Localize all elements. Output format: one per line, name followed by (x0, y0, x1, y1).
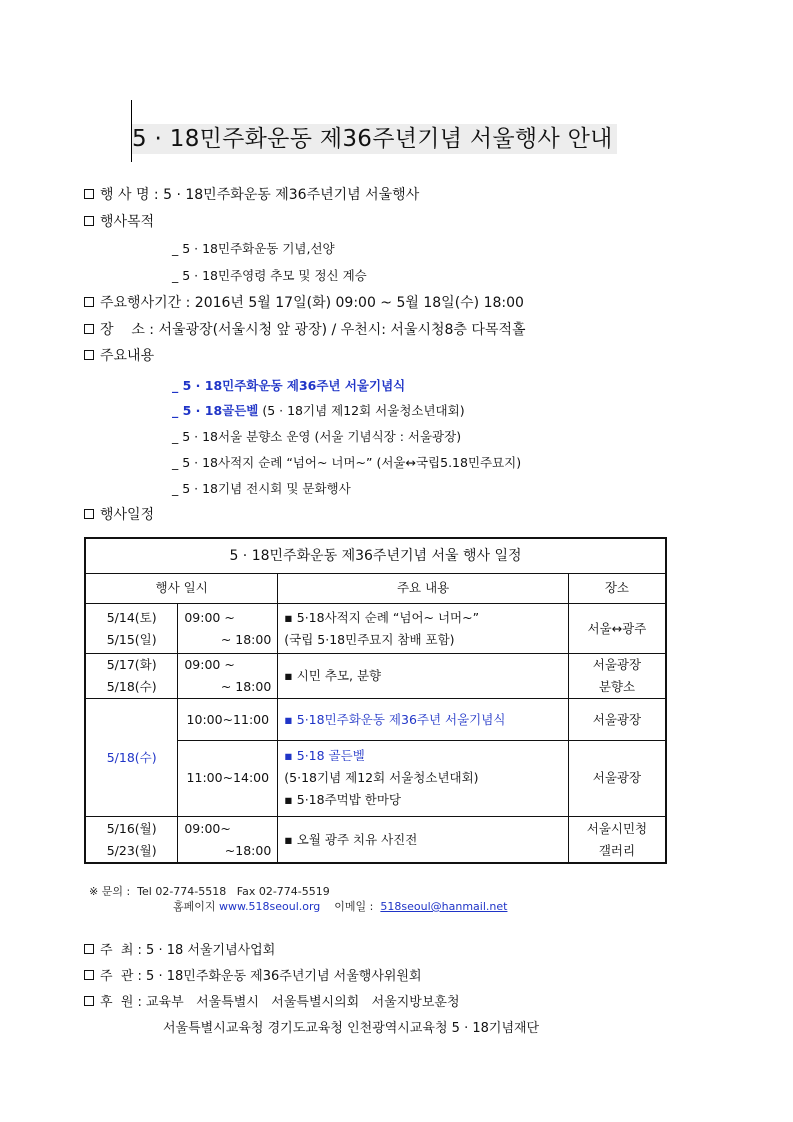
place-label: 장 소 (100, 322, 145, 338)
event-name-row: 행 사 명 : 5 · 18민주화운동 제36주년기념 서울행사 (84, 186, 419, 204)
content-item-note: (5 · 18기념 제12회 서울청소년대회) (262, 403, 465, 418)
content-cell: ▪ 시민 추모, 분향 (278, 654, 569, 699)
header-place: 장소 (568, 573, 666, 603)
email-label: 이메일 : (334, 900, 374, 913)
checkbox-square-icon (84, 216, 94, 226)
checkbox-square-icon (84, 350, 94, 360)
checkbox-square-icon (84, 297, 94, 307)
purpose-row (84, 213, 154, 231)
checkbox-square-icon (84, 189, 94, 199)
email-link[interactable]: 518seoul@hanmail.net (380, 900, 508, 913)
place-cell: 서울시민청 갤러리 (568, 817, 666, 863)
table-row (85, 817, 666, 863)
sponsor-line1: 교육부 서울특별시 서울특별시의회 서울지방보훈청 (146, 995, 460, 1010)
purpose-label: 행사목적 (100, 214, 155, 230)
period-value: 2016년 5월 17일(화) 09:00 ~ 5월 18일(수) 18:00 (194, 295, 524, 311)
content-cell: ▪ 5·18사적지 순례 “넘어~ 너머~” (국립 5·18민주묘지 참배 포함) (278, 603, 569, 653)
host-value: 5 · 18 서울기념사업회 (146, 943, 276, 958)
host-row (84, 942, 275, 960)
date-cell: 5/14(토) 5/15(일) (85, 603, 178, 653)
contact-fax: Fax 02-774-5519 (236, 885, 330, 898)
period-row: 주요행사기간 : 2016년 5월 17일(화) 09:00 ~ 5월 18일(수) 18:00 (84, 294, 524, 312)
place-cell: 서울광장 분향소 (568, 654, 666, 699)
homepage-label: 홈페이지 (173, 900, 216, 913)
page-title: 5 · 18민주화운동 제36주년기념 서울행사 안내 (132, 124, 617, 154)
content-item: _ 5 · 18사적지 순례 “넘어~ 너머~” (서울↔국립5.18민주묘지) (172, 455, 522, 470)
table-row (85, 603, 666, 653)
content-item-highlight: _ 5 · 18골든벨 (172, 403, 259, 418)
content-cell: ▪ 5·18민주화운동 제36주년 서울기념식 (278, 699, 569, 740)
content-item: _ 5 · 18민주화운동 제36주년 서울기념식 (172, 378, 406, 393)
time-cell: 10:00~11:00 (178, 699, 278, 740)
contact-mark: ※ 문의 : (89, 885, 131, 898)
table-row (85, 654, 666, 699)
host-label: 주 최 : (100, 943, 142, 958)
table-row (85, 699, 666, 740)
place-cell: 서울↔광주 (568, 603, 666, 653)
checkbox-square-icon (84, 509, 94, 519)
table-title: 5 · 18민주화운동 제36주년기념 서울 행사 일정 (85, 538, 666, 573)
content-item: _ 5 · 18기념 전시회 및 문화행사 (172, 481, 351, 496)
purpose-item: _ 5 · 18민주화운동 기념,선양 (172, 241, 335, 256)
event-name-label: 행 사 명 (100, 187, 150, 203)
content-label: 주요내용 (100, 348, 155, 364)
checkbox-square-icon (84, 970, 94, 980)
schedule-table (84, 537, 667, 864)
date-cell: 5/16(월) 5/23(월) (85, 817, 178, 863)
period-label: 주요행사기간 (100, 295, 182, 311)
time-cell: 09:00~ ~18:00 (178, 817, 278, 863)
content-row (84, 347, 154, 365)
checkbox-square-icon (84, 944, 94, 954)
place-cell: 서울광장 (568, 699, 666, 740)
header-content: 주요 내용 (278, 573, 569, 603)
time-cell: 09:00 ~ ~ 18:00 (178, 654, 278, 699)
content-cell: ▪ 5·18 골든벨 (5·18기념 제12회 서울청소년대회) ▪ 5·18주먹밥 한마당 (278, 740, 569, 816)
header-datetime: 행사 일시 (85, 573, 278, 603)
place-value: 서울광장(서울시청 앞 광장) / 우천시: 서울시청8층 다목적홀 (158, 322, 526, 338)
organizer-value: 5 · 18민주화운동 제36주년기념 서울행사위원회 (146, 969, 422, 984)
organizer-label: 주 관 : (100, 969, 142, 984)
purpose-item: _ 5 · 18민주영령 추모 및 정신 계승 (172, 268, 367, 283)
date-cell: 5/17(화) 5/18(수) (85, 654, 178, 699)
place-cell: 서울광장 (568, 740, 666, 816)
sponsor-row (84, 994, 460, 1012)
checkbox-square-icon (84, 324, 94, 334)
homepage-link[interactable]: www.518seoul.org (219, 900, 321, 913)
schedule-label: 행사일정 (100, 507, 155, 523)
content-cell: ▪ 오월 광주 치유 사진전 (278, 817, 569, 863)
schedule-row (84, 506, 154, 524)
sponsor-line2: 서울특별시교육청 경기도교육청 인천광역시교육청 5 · 18기념재단 (163, 1021, 540, 1036)
contact-tel: Tel 02-774-5518 (137, 885, 227, 898)
contact-block (89, 884, 507, 914)
organizer-row (84, 968, 422, 986)
date-cell: 5/18(수) (85, 699, 178, 817)
time-cell: 09:00 ~ ~ 18:00 (178, 603, 278, 653)
content-item (172, 403, 465, 419)
event-name-value: 5 · 18민주화운동 제36주년기념 서울행사 (163, 187, 420, 203)
time-cell: 11:00~14:00 (178, 740, 278, 816)
content-item: _ 5 · 18서울 분향소 운영 (서울 기념식장 : 서울광장) (172, 429, 462, 444)
sponsor-label: 후 원 : (100, 995, 142, 1010)
checkbox-square-icon (84, 996, 94, 1006)
place-row: 장 소 : 서울광장(서울시청 앞 광장) / 우천시: 서울시청8층 다목적홀 (84, 321, 526, 339)
